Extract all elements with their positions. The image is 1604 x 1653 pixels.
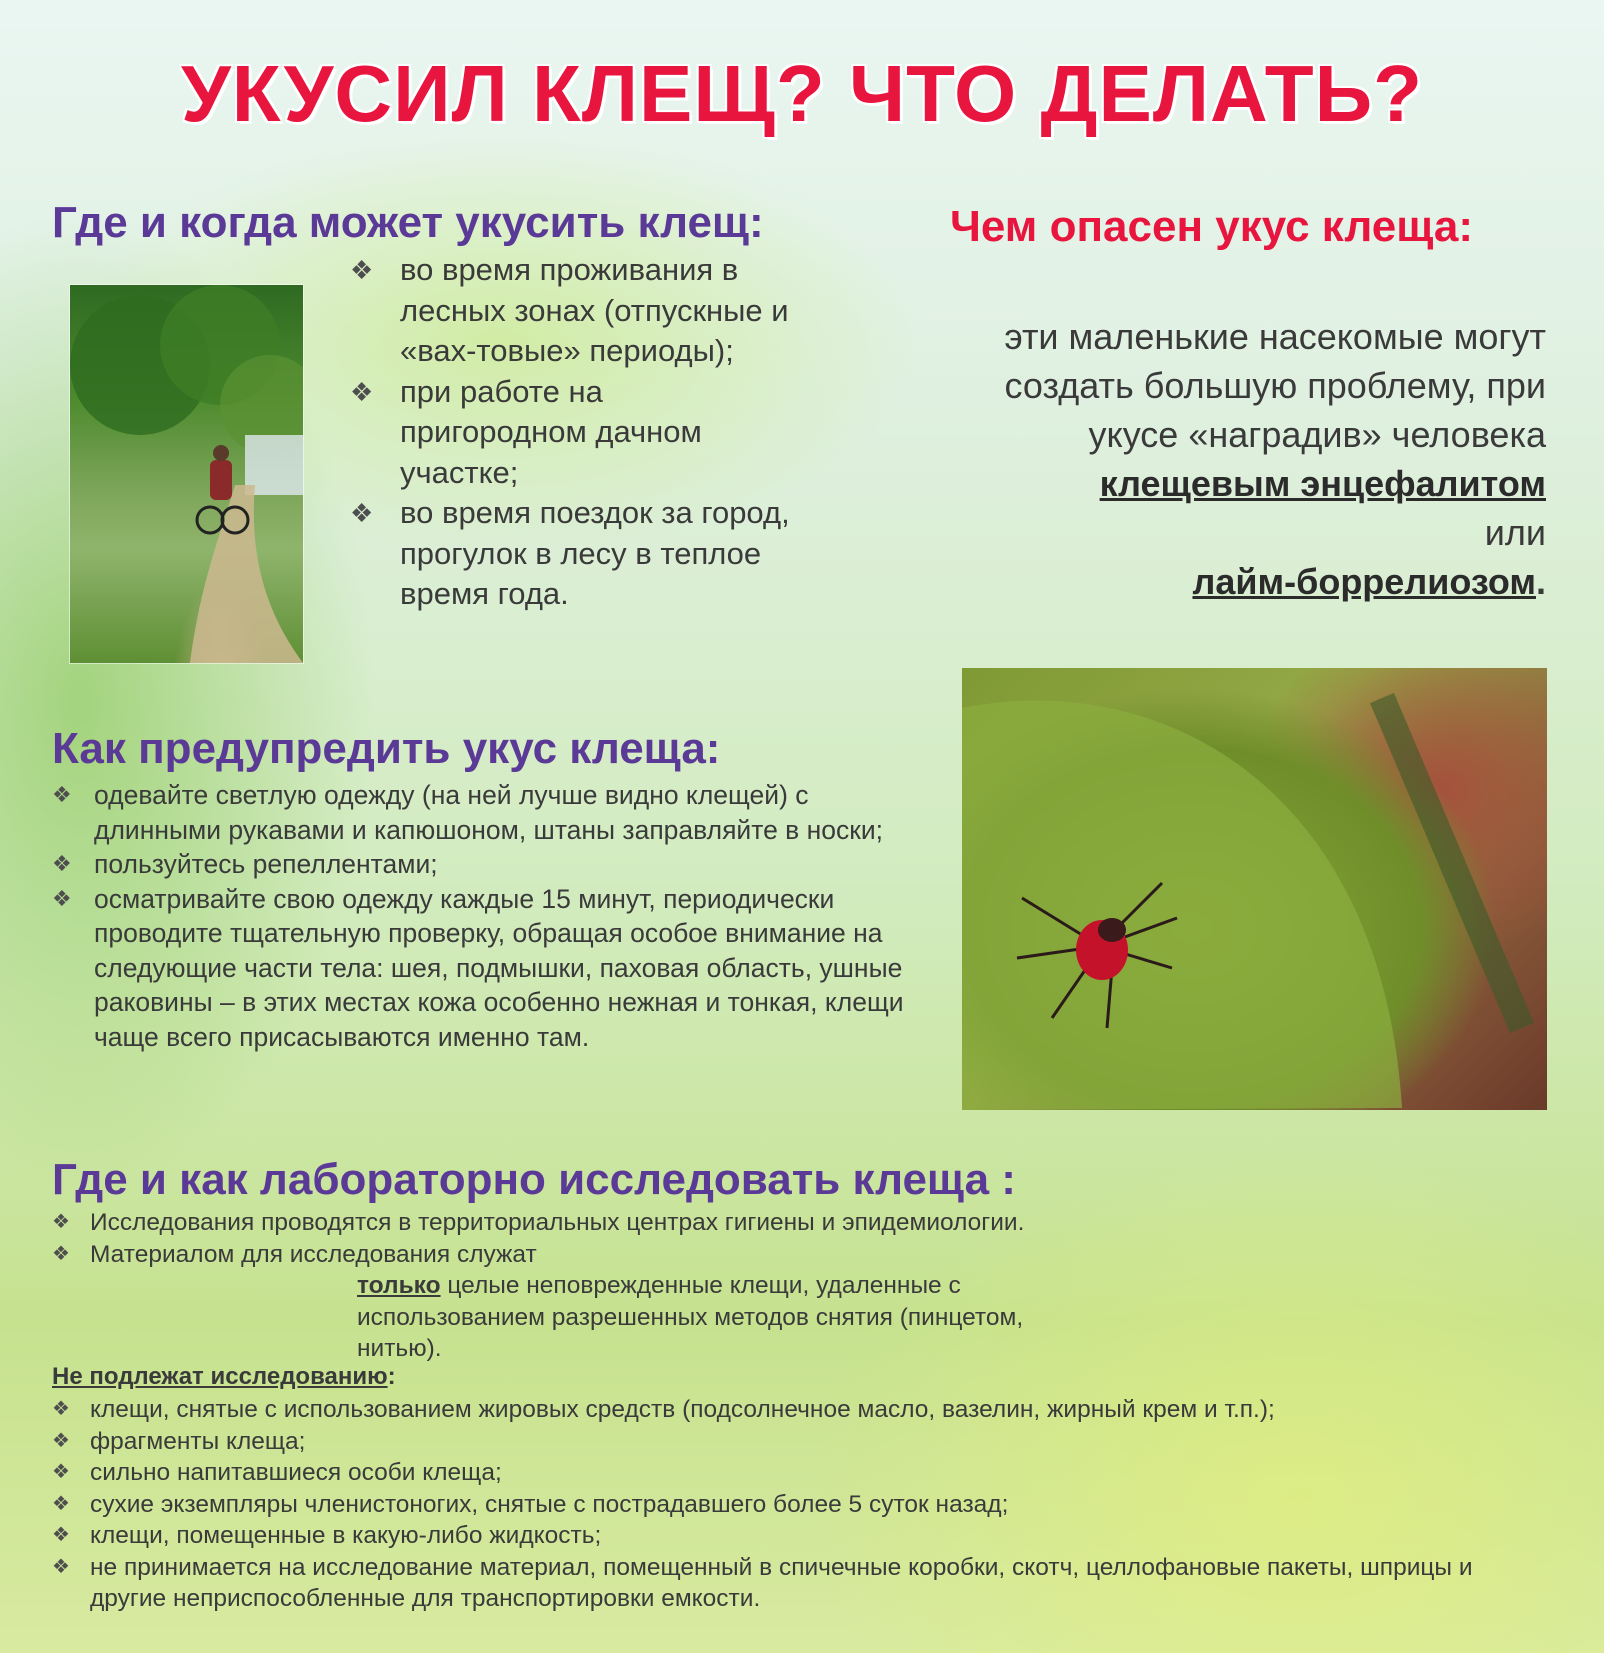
lab-material-note: только целые неповрежденные клещи, удаленные с использованием разрешенных методов снятия (пинцетом, нитью).	[357, 1272, 1024, 1362]
page-title: УКУСИЛ КЛЕЩ? ЧТО ДЕЛАТЬ?	[181, 49, 1423, 138]
tick-on-leaf-photo	[962, 668, 1547, 1110]
prevent-heading: Как предупредить укус клеща:	[52, 724, 721, 773]
bullet-icon: ❖	[350, 255, 374, 285]
list-item: ❖ пользуйтесь репеллентами;	[52, 847, 932, 882]
bullet-icon: ❖	[52, 1211, 70, 1233]
list-item: ❖ клещи, помещенные в какую-либо жидкость;	[52, 1520, 1552, 1552]
or-word: или	[1484, 512, 1546, 553]
bullet-icon: ❖	[52, 1492, 70, 1515]
bullet-icon: ❖	[350, 376, 374, 407]
lab-heading: Где и как лабораторно исследовать клеща :	[52, 1155, 1016, 1204]
list-item: ❖ сильно напитавшиеся особи клеща;	[52, 1457, 1552, 1489]
lab-list	[52, 1207, 1302, 1270]
disease-borreliosis: лайм-боррелиозом	[1192, 561, 1536, 602]
cyclist-illustration	[70, 285, 303, 663]
forest-path-photo	[70, 285, 303, 663]
bullet-icon: ❖	[52, 851, 72, 876]
where-when-list	[350, 250, 790, 615]
where-when-heading: Где и когда может укусить клещ:	[52, 198, 764, 247]
list-item: ❖ осматривайте свою одежду каждые 15 минут, периодически проводите тщательную проверку, обращая особое внимание на следующие части тела: шея, подмышки, паховая область, ушные раковины – в этих местах кожа особенно нежная и тонкая, клещи чаще всего присасываются именно там.	[52, 883, 904, 1052]
danger-heading: Чем опасен укус клеща:	[950, 202, 1473, 251]
list-item: ❖ клещи, снятые с использованием жировых средств (подсолнечное масло, вазелин, жирный крем и т.п.);	[52, 1394, 1552, 1426]
list-item: ❖ Материалом для исследования служат	[52, 1239, 1302, 1271]
bullet-icon: ❖	[52, 1242, 70, 1265]
danger-description: эти маленькие насекомые могут создать большую проблему, при укусе «наградив» человека клещевым энцефалитом или лайм-боррелиозом.	[1004, 316, 1546, 602]
list-item: ❖ фрагменты клеща;	[52, 1426, 1552, 1458]
bullet-icon: ❖	[52, 1429, 70, 1452]
bullet-icon: ❖	[52, 1555, 70, 1578]
bullet-icon: ❖	[52, 782, 72, 807]
list-item: ❖ одевайте светлую одежду (на ней лучше видно клещей) с длинными рукавами и капюшоном, штаны заправляйте в носки;	[52, 780, 883, 845]
list-item: ❖ Исследования проводятся в территориальных центрах гигиены и эпидемиологии.	[52, 1207, 1302, 1239]
bullet-icon: ❖	[52, 1524, 70, 1546]
disease-encephalitis: клещевым энцефалитом	[1099, 463, 1546, 504]
tick-illustration	[962, 668, 1547, 1110]
only-word: только	[357, 1272, 441, 1299]
list-item: ❖ во время поездок за город, прогулок в лесу в теплое время года.	[350, 495, 790, 611]
list-item: ❖ во время проживания в лесных зонах (отпускные и «вах-товые» периоды);	[350, 252, 789, 368]
not-subject-list	[52, 1394, 1552, 1615]
not-subject-heading: Не подлежат исследованию:	[52, 1363, 396, 1390]
list-item: ❖ не принимается на исследование материал, помещенный в спичечные коробки, скотч, целлофановые пакеты, шприцы и другие неприспособленные для транспортировки емкости.	[52, 1553, 1473, 1612]
bullet-icon: ❖	[52, 1461, 70, 1483]
bullet-icon: ❖	[350, 498, 374, 528]
bullet-icon: ❖	[52, 885, 72, 911]
prevent-list	[52, 778, 932, 1054]
list-item: ❖ при работе на пригородном дачном участке;	[350, 373, 702, 490]
bullet-icon: ❖	[52, 1398, 70, 1420]
list-item: ❖ сухие экземпляры членистоногих, снятые с пострадавшего более 5 суток назад;	[52, 1489, 1552, 1521]
